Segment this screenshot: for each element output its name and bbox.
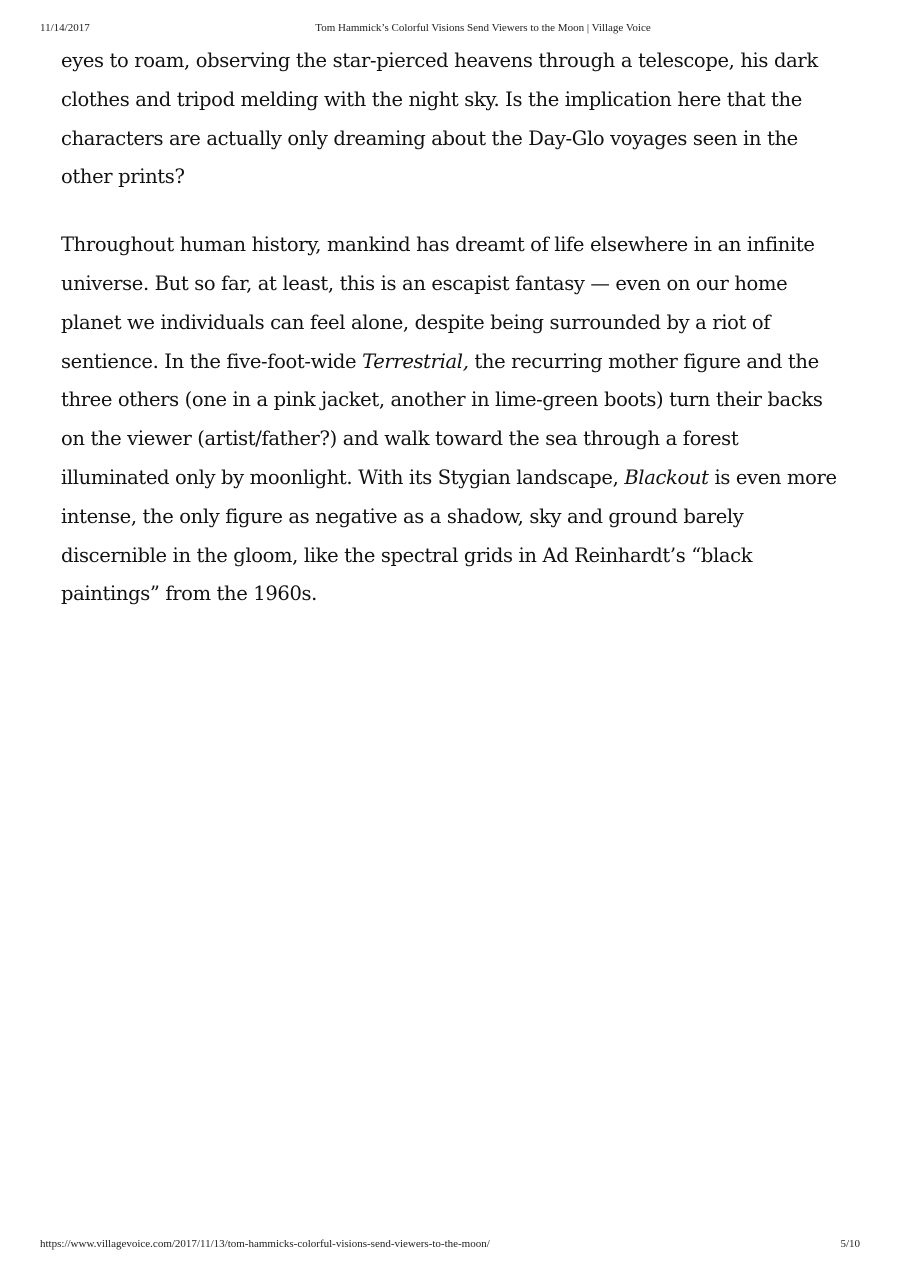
print-footer (0, 1238, 900, 1254)
artwork-title-blackout: Blackout (624, 465, 709, 489)
paragraph-text: is even more intense, the only figure as negative as a shadow, sky and ground barely discernible in the gloom, like the spectral grids in Ad Reinhardt’s “black paintings” from the 1960s. (61, 465, 837, 606)
source-url-link[interactable]: https://www.villagevoice.com/2017/11/13/tom-hammicks-colorful-visions-send-viewers-to-the-moon/ (40, 1238, 490, 1250)
article-body (61, 42, 851, 643)
article-paragraph (61, 226, 851, 614)
print-date: 11/14/2017 (40, 22, 90, 34)
paragraph-text: Throughout human history, mankind has dreamt of life elsewhere in an infinite universe. But so far, at least, this is an escapist fantasy — even on our home planet we individuals can feel alone, despite being surrounded by a riot of sentience. In the five-foot-wide (61, 233, 815, 373)
print-header (0, 22, 900, 38)
print-page-title: Tom Hammick’s Colorful Visions Send Viewers to the Moon | Village Voice (315, 22, 651, 34)
page-number: 5/10 (840, 1238, 860, 1250)
article-paragraph: eyes to roam, observing the star-pierced heavens through a telescope, his dark clothes and tripod melding with the night sky. Is the implication here that the characters are actually only dreaming about the Day-Glo voyages seen in the other prints? (61, 49, 818, 189)
artwork-title-terrestrial: Terrestrial, (362, 349, 469, 373)
paragraph-text: the recurring mother figure and the three others (one in a pink jacket, another in lime-green boots) turn their backs on the viewer (artist/father?) and walk toward the sea through a forest illuminated only by moonlight. With its Stygian landscape, (61, 349, 823, 489)
